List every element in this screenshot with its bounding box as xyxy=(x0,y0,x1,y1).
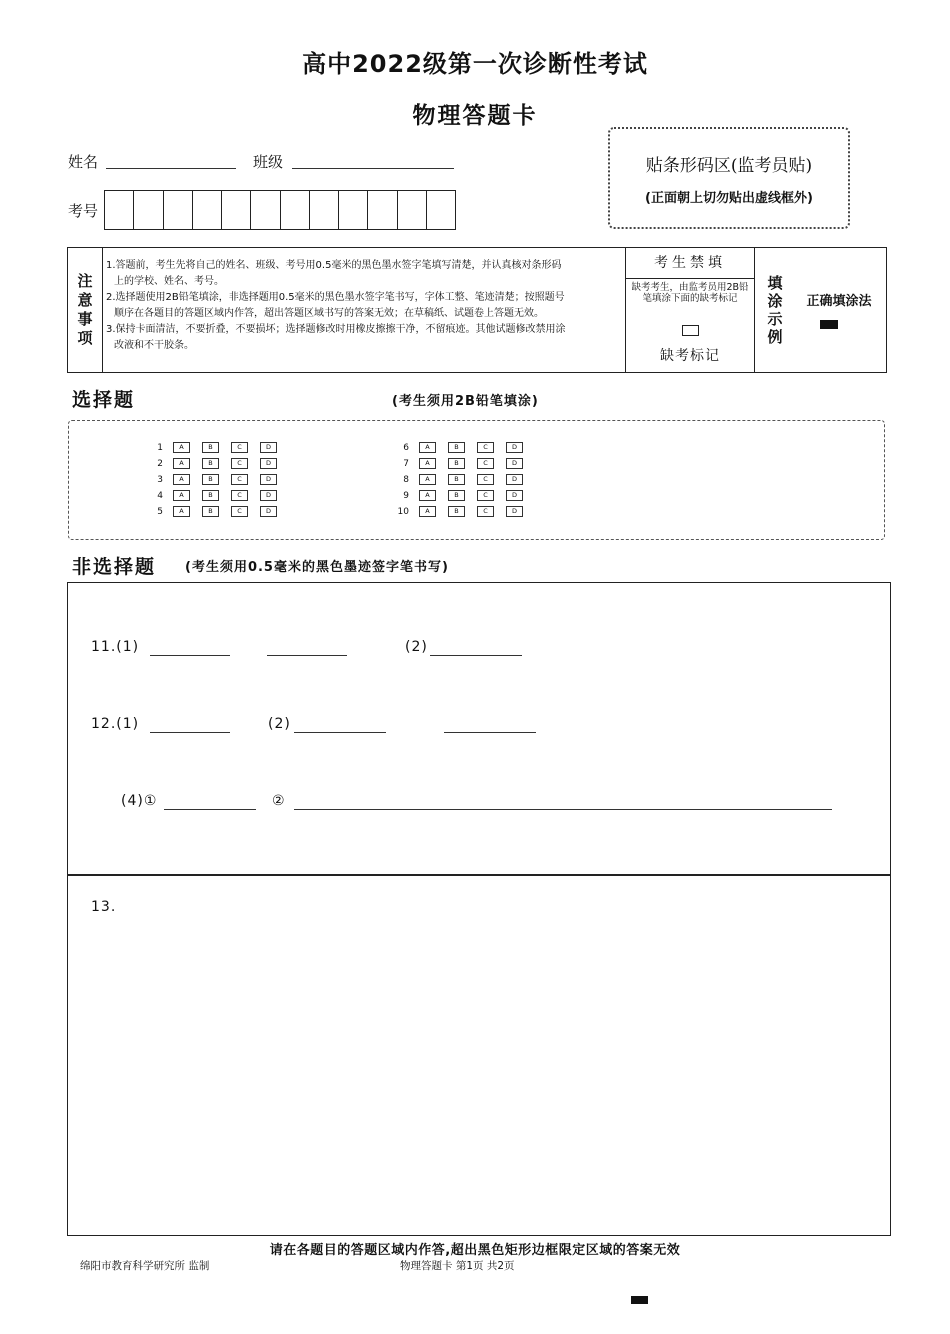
name-label: 姓名 xyxy=(68,153,99,171)
q11-blank-1[interactable] xyxy=(150,654,230,656)
q12-label: 12.(1) xyxy=(91,716,140,732)
mc-option-b-bubble[interactable]: B xyxy=(202,442,219,453)
mc-question-number: 10 xyxy=(397,506,409,517)
id-boxes[interactable] xyxy=(104,190,456,230)
mc-option-b-bubble[interactable]: B xyxy=(448,474,465,485)
mc-option-c-bubble[interactable]: C xyxy=(477,506,494,517)
mc-option-b-bubble[interactable]: B xyxy=(448,506,465,517)
mc-question-number: 5 xyxy=(157,506,163,517)
mc-question-row xyxy=(387,490,535,501)
mc-question-row xyxy=(141,442,289,453)
mc-option-c-bubble[interactable]: C xyxy=(231,458,248,469)
mc-option-c-bubble[interactable]: C xyxy=(231,442,248,453)
alignment-mark xyxy=(631,1296,648,1304)
absent-mark-label: 缺考标记 xyxy=(660,348,720,364)
mc-section-title: 选择题 xyxy=(72,389,136,411)
mc-option-c-bubble[interactable]: C xyxy=(231,506,248,517)
mc-option-b-bubble[interactable]: B xyxy=(448,490,465,501)
q13-label: 13. xyxy=(91,899,117,915)
mc-question-row xyxy=(387,474,535,485)
fr-instruction: (考生须用0.5毫米的黑色墨迹签字笔书写) xyxy=(185,560,449,575)
mc-question-row xyxy=(387,442,535,453)
answer-area-13[interactable] xyxy=(67,874,891,1236)
notice-heading: 注 意 事 项 xyxy=(68,248,103,372)
mc-question-number: 2 xyxy=(157,458,163,469)
mc-option-d-bubble[interactable]: D xyxy=(260,490,277,501)
mc-option-d-bubble[interactable]: D xyxy=(506,474,523,485)
id-label: 考号 xyxy=(68,202,99,220)
mc-option-b-bubble[interactable]: B xyxy=(202,458,219,469)
q12-blank-1[interactable] xyxy=(150,731,230,733)
mc-option-d-bubble[interactable]: D xyxy=(506,458,523,469)
mc-option-c-bubble[interactable]: C xyxy=(477,490,494,501)
class-label: 班级 xyxy=(253,153,284,171)
card-title: 物理答题卡 xyxy=(412,103,538,129)
mc-option-d-bubble[interactable]: D xyxy=(260,442,277,453)
mc-option-c-bubble[interactable]: C xyxy=(477,474,494,485)
mc-option-c-bubble[interactable]: C xyxy=(231,490,248,501)
mc-option-a-bubble[interactable]: A xyxy=(419,458,436,469)
mc-question-row xyxy=(141,506,289,517)
q12-4b-label: ② xyxy=(272,793,286,809)
barcode-label: 贴条形码区(监考员贴) xyxy=(645,156,813,176)
mc-question-number: 4 xyxy=(157,490,163,501)
q12-4-label: (4)① xyxy=(121,793,158,809)
mc-question-number: 7 xyxy=(403,458,409,469)
mc-option-c-bubble[interactable]: C xyxy=(231,474,248,485)
mc-instruction: (考生须用2B铅笔填涂) xyxy=(392,394,539,409)
mc-option-b-bubble[interactable]: B xyxy=(448,442,465,453)
fr-section-title: 非选择题 xyxy=(72,556,157,578)
footer-page-info: 物理答题卡 第1页 共2页 xyxy=(400,1260,515,1272)
q12-4-blank-1[interactable] xyxy=(164,808,256,810)
q11-blank-3[interactable] xyxy=(430,654,522,656)
mc-question-row xyxy=(387,458,535,469)
mc-option-a-bubble[interactable]: A xyxy=(173,506,190,517)
mc-question-number: 3 xyxy=(157,474,163,485)
answer-area-11-12[interactable] xyxy=(67,582,891,876)
mc-question-row xyxy=(141,474,289,485)
class-field[interactable] xyxy=(292,167,454,169)
fill-example-heading: 填 涂 示 例 xyxy=(767,274,783,346)
mc-question-row xyxy=(141,490,289,501)
q11-2-label: (2) xyxy=(405,639,428,655)
mc-question-number: 8 xyxy=(403,474,409,485)
correct-fill-sample xyxy=(820,320,838,329)
mc-option-d-bubble[interactable]: D xyxy=(506,442,523,453)
mc-question-number: 1 xyxy=(157,442,163,453)
barcode-hint: (正面朝上切勿贴出虚线框外) xyxy=(645,191,813,206)
mc-option-d-bubble[interactable]: D xyxy=(506,506,523,517)
correct-fill-label: 正确填涂法 xyxy=(806,294,872,309)
exam-title: 高中2022级第一次诊断性考试 xyxy=(302,50,648,78)
barcode-area xyxy=(608,127,850,229)
mc-option-b-bubble[interactable]: B xyxy=(202,474,219,485)
mc-option-d-bubble[interactable]: D xyxy=(260,458,277,469)
q12-blank-3[interactable] xyxy=(444,731,536,733)
mc-option-a-bubble[interactable]: A xyxy=(419,474,436,485)
mc-option-d-bubble[interactable]: D xyxy=(260,474,277,485)
mc-answer-box xyxy=(68,420,885,540)
q11-blank-2[interactable] xyxy=(267,654,347,656)
mc-question-number: 6 xyxy=(403,442,409,453)
mc-option-d-bubble[interactable]: D xyxy=(260,506,277,517)
mc-option-c-bubble[interactable]: C xyxy=(477,458,494,469)
mc-option-a-bubble[interactable]: A xyxy=(173,490,190,501)
mc-option-b-bubble[interactable]: B xyxy=(448,458,465,469)
mc-option-a-bubble[interactable]: A xyxy=(173,458,190,469)
examiner-only-column xyxy=(625,248,755,372)
mc-option-d-bubble[interactable]: D xyxy=(506,490,523,501)
q11-label: 11.(1) xyxy=(91,639,140,655)
mc-option-a-bubble[interactable]: A xyxy=(173,442,190,453)
notice-rules: 1.答题前，考生先将自己的姓名、班级、考号用0.5毫米的黑色墨水签字笔填写清楚，并认真核对条形码 上的学校、姓名、考号。 2.选择题使用2B铅笔填涂，非选择题用0.5毫米的黑色墨水签字笔书写，字体工整、笔迹清楚；按照题号 顺序在各题目的答题区域内作答，超出答题区域书写的答案无效；在草稿纸、试题卷上答题无效。 3.保持卡面清洁，不要折叠，不要损坏；选择题修改时用橡皮擦擦干净，不留痕迹。其他试题修改禁用涂 改液和不干胶条。 xyxy=(106,260,566,351)
mc-question-number: 9 xyxy=(403,490,409,501)
absent-checkbox[interactable] xyxy=(682,325,699,336)
name-field[interactable] xyxy=(106,167,236,169)
mc-option-c-bubble[interactable]: C xyxy=(477,442,494,453)
mc-question-row xyxy=(141,458,289,469)
footer-warning: 请在各题目的答题区域内作答,超出黑色矩形边框限定区域的答案无效 xyxy=(269,1243,681,1258)
mc-option-b-bubble[interactable]: B xyxy=(202,506,219,517)
examiner-header: 考生禁填 xyxy=(626,248,754,279)
notice-table xyxy=(67,247,887,373)
q12-4-blank-2[interactable] xyxy=(294,808,832,810)
q12-2-label: (2) xyxy=(268,716,291,732)
mc-option-b-bubble[interactable]: B xyxy=(202,490,219,501)
mc-option-a-bubble[interactable]: A xyxy=(419,490,436,501)
mc-option-a-bubble[interactable]: A xyxy=(173,474,190,485)
mc-question-row xyxy=(387,506,535,517)
mc-option-a-bubble[interactable]: A xyxy=(419,442,436,453)
absent-description: 缺考考生，由监考员用2B铅笔填涂下面的缺考标记 xyxy=(631,282,749,304)
q12-blank-2[interactable] xyxy=(294,731,386,733)
mc-option-a-bubble[interactable]: A xyxy=(419,506,436,517)
footer-publisher: 绵阳市教育科学研究所 监制 xyxy=(80,1260,210,1272)
